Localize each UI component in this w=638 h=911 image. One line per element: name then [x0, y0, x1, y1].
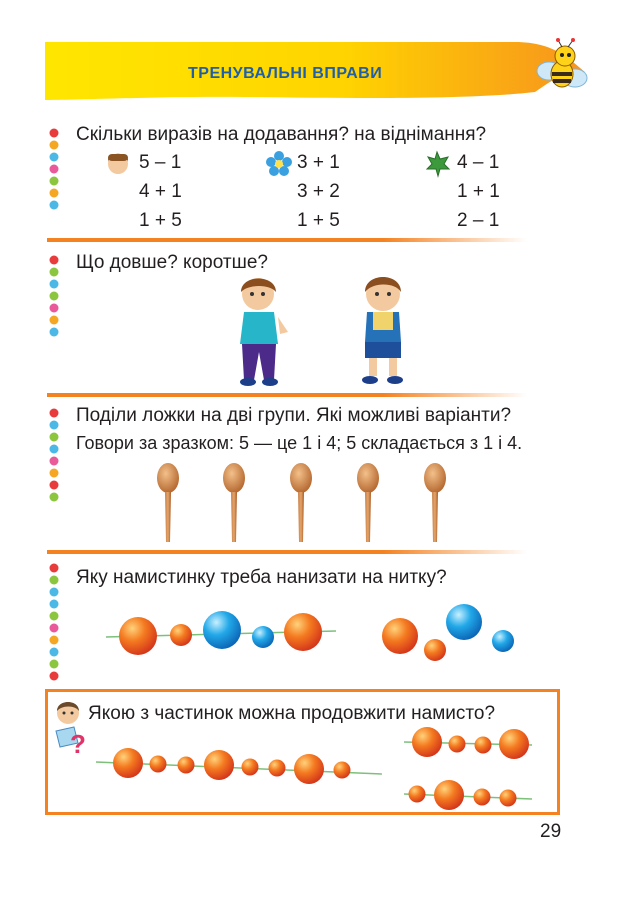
orange-bead [424, 639, 446, 661]
section-bullets-4 [47, 563, 61, 683]
exercise5-question: Якою з частинок можна продовжити намисто? [88, 703, 496, 724]
tall-boy-figure [226, 272, 296, 395]
blue-bead [252, 626, 274, 648]
blue-bead [492, 630, 514, 652]
spoon [290, 463, 312, 542]
spoon [357, 463, 379, 542]
spoon [424, 463, 446, 542]
section-divider [47, 550, 527, 554]
spoons-group [150, 462, 460, 546]
orange-bead [409, 786, 426, 803]
orange-bead [449, 736, 466, 753]
necklace-string [100, 600, 540, 670]
section-divider [47, 393, 527, 397]
exercise1-question: Скільки виразів на додавання? на віднімання? [76, 124, 487, 145]
exercise4-question: Яку намистинку треба нанизати на нитку? [76, 567, 447, 588]
orange-bead [178, 757, 195, 774]
expression: 4 – 1 [457, 152, 500, 173]
orange-bead [284, 613, 322, 651]
spoon [157, 463, 179, 542]
orange-bead [382, 618, 418, 654]
spoon [223, 463, 245, 542]
section-divider [47, 238, 527, 242]
orange-bead [119, 617, 157, 655]
bee-icon [535, 38, 590, 93]
orange-bead [500, 790, 517, 807]
svg-text:?: ? [70, 729, 86, 759]
section-bullets-1 [47, 128, 61, 213]
orange-bead [412, 727, 442, 757]
orange-bead [204, 750, 234, 780]
blue-flower-icon [266, 151, 292, 182]
header-title: ТРЕНУВАЛЬНІ ВПРАВИ [188, 65, 383, 82]
expression: 1 + 5 [297, 210, 340, 231]
expression: 2 – 1 [457, 210, 500, 231]
boy-question-icon [50, 697, 90, 762]
section-bullets-2 [47, 255, 61, 350]
blue-bead [446, 604, 482, 640]
orange-bead [334, 762, 351, 779]
expression: 1 + 1 [457, 181, 500, 202]
expression: 3 + 2 [297, 181, 340, 202]
expression: 4 + 1 [139, 181, 182, 202]
orange-bead [434, 780, 464, 810]
orange-bead [150, 756, 167, 773]
orange-bead [499, 729, 529, 759]
exercise2-question: Що довше? коротше? [76, 252, 268, 273]
necklace-continuation [92, 722, 542, 812]
exercise3-line1: Поділи ложки на дві групи. Які можливі варіанти? [76, 405, 512, 426]
orange-bead [474, 789, 491, 806]
orange-bead [242, 759, 259, 776]
section-bullets-3 [47, 408, 61, 513]
expression: 3 + 1 [297, 152, 340, 173]
orange-bead [269, 760, 286, 777]
blue-bead [203, 611, 241, 649]
exercise3-line2: Говори за зразком: 5 — це 1 і 4; 5 складається з 1 і 4. [76, 433, 523, 453]
orange-bead [170, 624, 192, 646]
boy-face-icon [106, 151, 130, 182]
expression: 5 – 1 [139, 152, 182, 173]
expression: 1 + 5 [139, 210, 182, 231]
page-number: 29 [540, 821, 562, 842]
short-boy-figure [355, 272, 413, 395]
green-leaf-icon [424, 150, 450, 183]
orange-bead [475, 737, 492, 754]
orange-bead [113, 748, 143, 778]
orange-bead [294, 754, 324, 784]
